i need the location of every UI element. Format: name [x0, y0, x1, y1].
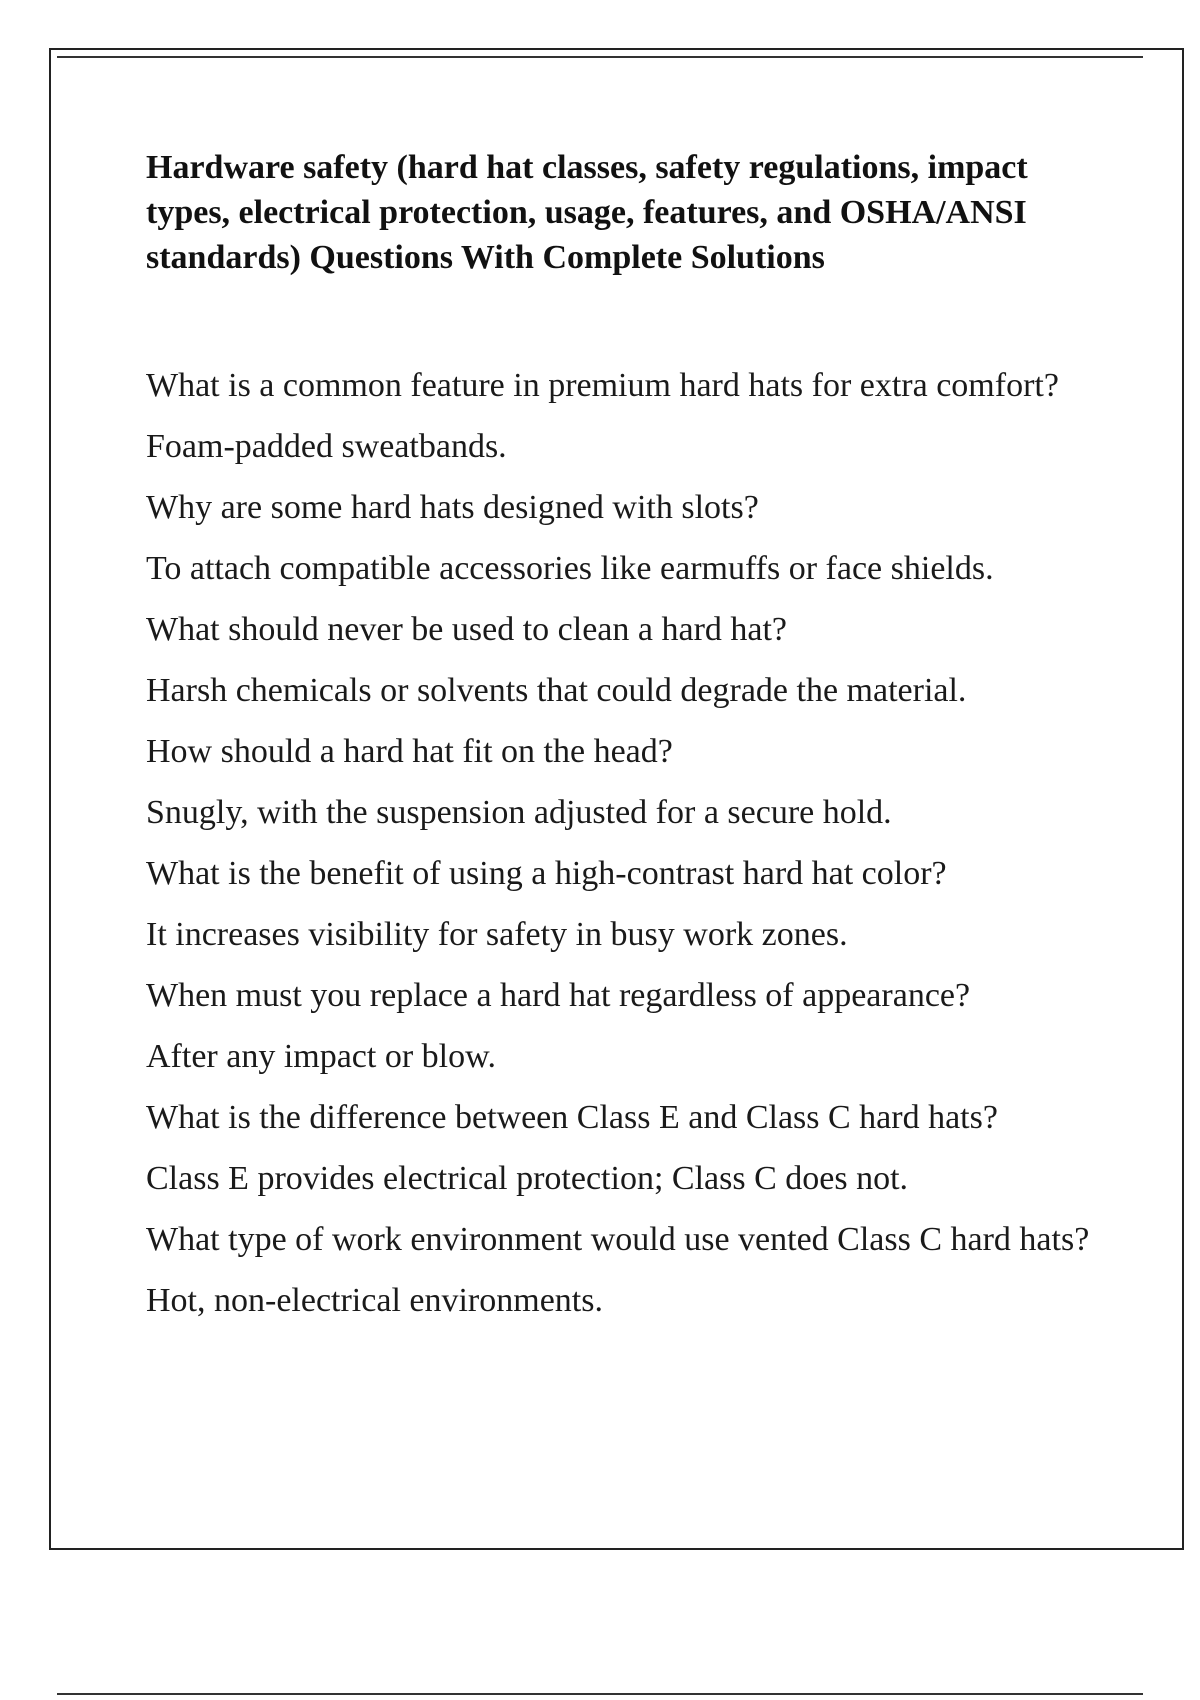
answer-5: It increases visibility for safety in busy work zones.: [146, 916, 848, 953]
document-body: [146, 145, 1101, 1340]
top-rule: [57, 56, 1143, 58]
question-6: When must you replace a hard hat regardless of appearance?: [146, 977, 971, 1014]
answer-3: Harsh chemicals or solvents that could degrade the material.: [146, 672, 967, 709]
answer-6: After any impact or blow.: [146, 1038, 496, 1075]
question-3: What should never be used to clean a hard hat?: [146, 611, 788, 648]
question-7: What is the difference between Class E and Class C hard hats?: [146, 1099, 998, 1136]
qa-list: [146, 364, 1101, 1323]
answer-2: To attach compatible accessories like earmuffs or face shields.: [146, 550, 994, 587]
answer-1: Foam-padded sweatbands.: [146, 428, 507, 465]
answer-4: Snugly, with the suspension adjusted for a secure hold.: [146, 794, 892, 831]
question-2: Why are some hard hats designed with slots?: [146, 489, 759, 526]
answer-8: Hot, non-electrical environments.: [146, 1282, 603, 1319]
document-title: Hardware safety (hard hat classes, safety regulations, impact types, electrical protection, usage, features, and OSHA/ANSI standards) Questions With Complete Solutions: [146, 149, 1028, 276]
question-4: How should a hard hat fit on the head?: [146, 733, 673, 770]
question-1: What is a common feature in premium hard hats for extra comfort?: [146, 367, 1059, 404]
bottom-rule: [57, 1693, 1143, 1695]
answer-7: Class E provides electrical protection; Class C does not.: [146, 1160, 909, 1197]
question-8: What type of work environment would use vented Class C hard hats?: [146, 1221, 1090, 1258]
question-5: What is the benefit of using a high-contrast hard hat color?: [146, 855, 947, 892]
